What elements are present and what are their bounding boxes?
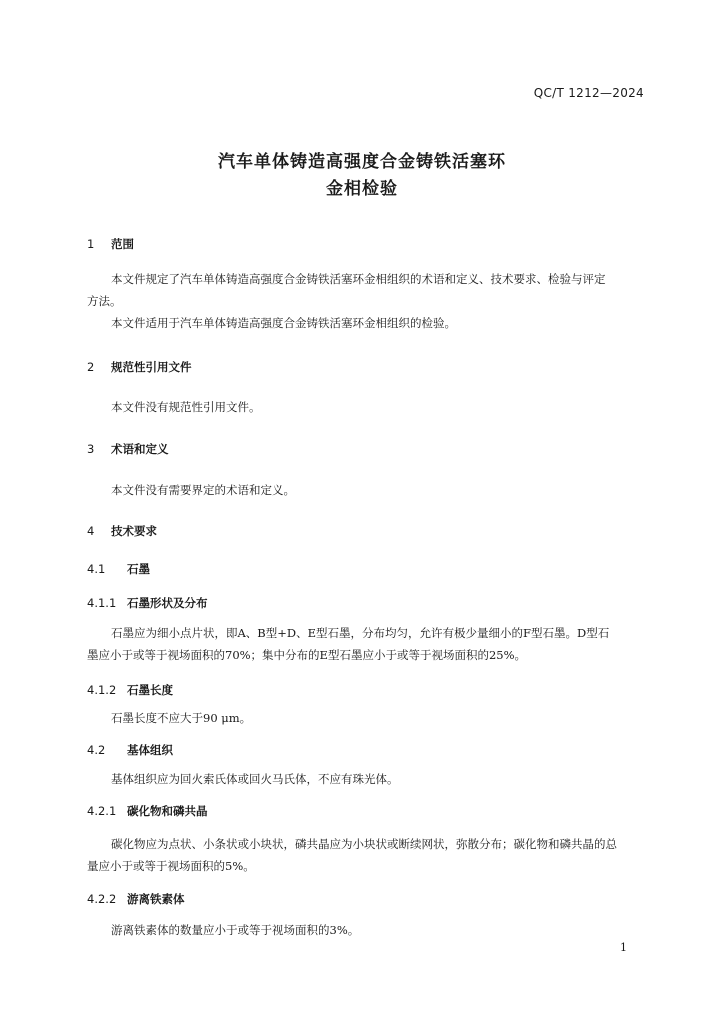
section-number: 4.2.2 [87, 892, 117, 906]
section-number: 4.2 [87, 743, 106, 757]
paragraph-line: 碳化物应为点状、小条状或小块状，磷共晶应为小块状或断续网状，弥散分布；碳化物和磷共晶的总 [111, 837, 617, 851]
section-number: 2 [87, 360, 95, 374]
heading-graphite [87, 561, 150, 577]
section-number: 4 [87, 524, 95, 538]
heading-terms-definitions [87, 441, 169, 457]
section-number: 4.1.1 [87, 596, 117, 610]
heading-free-ferrite [87, 891, 185, 907]
heading-graphite-length [87, 682, 173, 698]
section-title: 石墨 [127, 562, 151, 576]
section-title: 术语和定义 [111, 442, 169, 456]
page-number: 1 [620, 941, 627, 954]
paragraph-line: 方法。 [87, 294, 122, 308]
paragraph-scope-1 [87, 268, 647, 312]
section-title: 石墨形状及分布 [127, 596, 208, 610]
section-number: 1 [87, 237, 95, 251]
paragraph-line: 量应小于或等于视场面积的5%。 [87, 859, 255, 873]
section-number: 4.1.2 [87, 683, 117, 697]
heading-normative-references [87, 359, 192, 375]
paragraph-line: 石墨长度不应大于90 μm。 [111, 711, 252, 725]
paragraph-line: 本文件规定了汽车单体铸造高强度合金铸铁活塞环金相组织的术语和定义、技术要求、检验与评定 [111, 272, 606, 286]
paragraph-matrix [87, 768, 647, 790]
paragraph-terms-definitions [87, 479, 647, 501]
paragraph-normative-references [87, 396, 647, 418]
paragraph-line: 本文件适用于汽车单体铸造高强度合金铸铁活塞环金相组织的检验。 [111, 316, 456, 330]
section-title: 石墨长度 [127, 683, 174, 697]
heading-scope [87, 236, 134, 252]
section-number: 3 [87, 442, 95, 456]
section-number: 4.2.1 [87, 804, 117, 818]
paragraph-line: 本文件没有需要界定的术语和定义。 [111, 483, 295, 497]
heading-matrix [87, 742, 173, 758]
document-title-line-1: 汽车单体铸造高强度合金铸铁活塞环 [218, 152, 506, 172]
section-title: 范围 [111, 237, 135, 251]
document-title-line-2: 金相检验 [326, 179, 398, 199]
paragraph-free-ferrite [87, 919, 647, 941]
heading-carbides-phosphorus [87, 803, 208, 819]
section-title: 游离铁素体 [127, 892, 185, 906]
document-code: QC/T 1212—2024 [533, 86, 644, 100]
paragraph-line: 游离铁素体的数量应小于或等于视场面积的3%。 [111, 923, 360, 937]
section-title: 基体组织 [127, 743, 174, 757]
section-number: 4.1 [87, 562, 106, 576]
section-title: 技术要求 [111, 524, 158, 538]
paragraph-carbides-phosphorus [87, 833, 647, 877]
paragraph-line: 本文件没有规范性引用文件。 [111, 400, 261, 414]
paragraph-scope-2 [87, 312, 647, 334]
section-title: 规范性引用文件 [111, 360, 192, 374]
heading-graphite-shape [87, 595, 208, 611]
heading-technical-requirements [87, 523, 157, 539]
paragraph-graphite-length [87, 707, 647, 729]
paragraph-line: 基体组织应为回火索氏体或回火马氏体，不应有珠光体。 [111, 772, 399, 786]
paragraph-line: 石墨应为细小点片状，即A、B型+D、E型石墨，分布均匀，允许有极少量细小的F型石墨。D型石 [111, 626, 610, 640]
paragraph-line: 墨应小于或等于视场面积的70%；集中分布的E型石墨应小于或等于视场面积的25%。 [87, 648, 527, 662]
paragraph-graphite-shape [87, 622, 647, 666]
section-title: 碳化物和磷共晶 [127, 804, 208, 818]
